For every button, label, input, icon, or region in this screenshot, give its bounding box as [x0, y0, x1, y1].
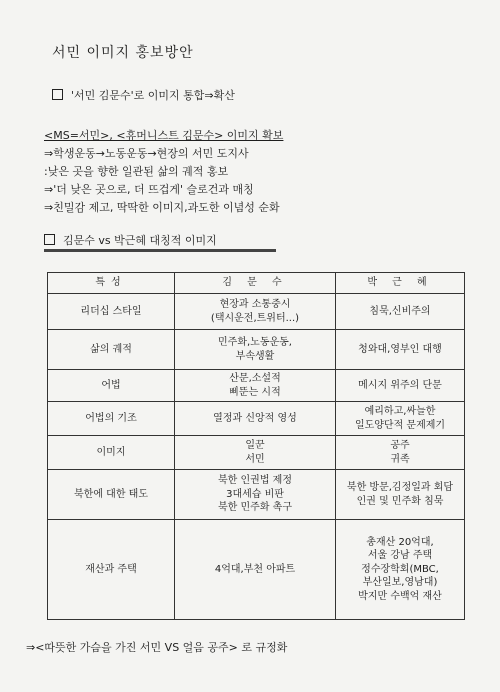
- bullet-line: ⇒'더 낮은 곳으로, 더 뜨겁게' 슬로건과 매칭: [44, 183, 254, 196]
- row-label: 이미지: [48, 436, 175, 470]
- kim-cell: [175, 436, 336, 470]
- section-1-heading: [52, 87, 235, 103]
- cell-line: 부속생활: [235, 350, 275, 362]
- cell-line: (택시운전,트위터...): [210, 312, 300, 324]
- cell-line: 총재산 20억대,: [366, 536, 434, 548]
- kim-cell: [175, 402, 336, 436]
- row-label: 어법의 기조: [48, 402, 175, 436]
- header-cell: 김 문 수: [175, 273, 336, 294]
- park-cell: [336, 520, 465, 620]
- kim-cell: [175, 294, 336, 330]
- section-1-text: '서민 김문수'로 이미지 통합⇒확산: [71, 89, 235, 102]
- table-row: [48, 402, 465, 436]
- cell-line: 메시지 위주의 단문: [358, 379, 442, 391]
- cell-line: 공주: [390, 440, 410, 451]
- cell-line: 인권 및 민주화 침묵: [356, 495, 444, 507]
- row-label: 북한에 대한 태도: [48, 470, 175, 520]
- cell-line: 열정과 신앙적 영성: [213, 412, 297, 424]
- table-row: [48, 370, 465, 402]
- row-label: 어법: [48, 370, 175, 402]
- kim-cell: [175, 470, 336, 520]
- header-cell: 박 근 혜: [336, 273, 465, 294]
- cell-line: 삐뚠는 시적: [229, 386, 281, 398]
- cell-line: 산문,소설적: [229, 373, 281, 384]
- table-row: [48, 470, 465, 520]
- cell-line: 정수장학회(MBC,: [361, 563, 439, 575]
- checkbox-icon: [44, 234, 55, 245]
- park-cell: [336, 470, 465, 520]
- comparison-table: [47, 272, 465, 620]
- kim-cell: [175, 520, 336, 620]
- cell-line: 민주화,노동운동,: [218, 337, 292, 348]
- cell-line: 3대세습 비판: [226, 488, 284, 500]
- park-cell: [336, 402, 465, 436]
- kim-cell: [175, 330, 336, 370]
- cell-line: 침묵,신비주의: [369, 305, 431, 317]
- section-3-text: 김문수 vs 박근혜 대칭적 이미지: [63, 234, 217, 247]
- header-cell: 특성: [48, 273, 175, 294]
- park-cell: [336, 294, 465, 330]
- cell-line: 서울 강남 주택: [367, 550, 433, 562]
- cell-line: 서민: [245, 453, 265, 465]
- table-row: [48, 294, 465, 330]
- section-2-heading: <MS=서민>, <휴머니스트 김문수> 이미지 확보: [44, 129, 284, 142]
- cell-line: 박지만 수백억 재산: [358, 590, 442, 602]
- section-3-heading: [44, 232, 217, 248]
- heading-underline: [44, 249, 276, 252]
- cell-line: 청와대,영부인 대행: [358, 343, 442, 355]
- bullet-line: ⇒학생운동→노동운동→현장의 서민 도지사: [44, 147, 249, 160]
- footer-line: ⇒<따뜻한 가슴을 가진 서민 VS 얼음 공주> 로 규정화: [26, 641, 288, 654]
- checkbox-icon: [52, 89, 63, 100]
- park-cell: [336, 370, 465, 402]
- table-row: [48, 520, 465, 620]
- table-body: [48, 294, 465, 620]
- cell-line: 일꾼: [245, 440, 265, 451]
- cell-line: 북한 방문,김정일과 회담: [346, 482, 454, 493]
- row-label: 리더십 스타일: [48, 294, 175, 330]
- cell-line: 부산일보,영남대): [362, 577, 438, 589]
- table-row: [48, 330, 465, 370]
- table-header-row: [48, 273, 465, 294]
- cell-line: 일도양단적 문제제기: [354, 419, 446, 431]
- document-title: 서민 이미지 홍보방안: [52, 45, 194, 61]
- bullet-line: ⇒친밀감 제고, 딱딱한 이미지,과도한 이념성 순화: [44, 201, 280, 214]
- cell-line: 예리하고,싸늘한: [364, 406, 436, 417]
- cell-line: 현장과 소통중시: [219, 299, 291, 310]
- cell-line: 귀족: [390, 453, 410, 465]
- park-cell: [336, 436, 465, 470]
- park-cell: [336, 330, 465, 370]
- row-label: 삶의 궤적: [48, 330, 175, 370]
- cell-line: 4억대,부천 아파트: [214, 563, 296, 575]
- cell-line: 북한 인권법 제정: [218, 475, 292, 487]
- bullet-line: :낮은 곳을 향한 일관된 삶의 궤적 홍보: [44, 165, 229, 178]
- table-row: [48, 436, 465, 470]
- cell-line: 북한 민주화 촉구: [218, 502, 292, 514]
- row-label: 재산과 주택: [48, 520, 175, 620]
- kim-cell: [175, 370, 336, 402]
